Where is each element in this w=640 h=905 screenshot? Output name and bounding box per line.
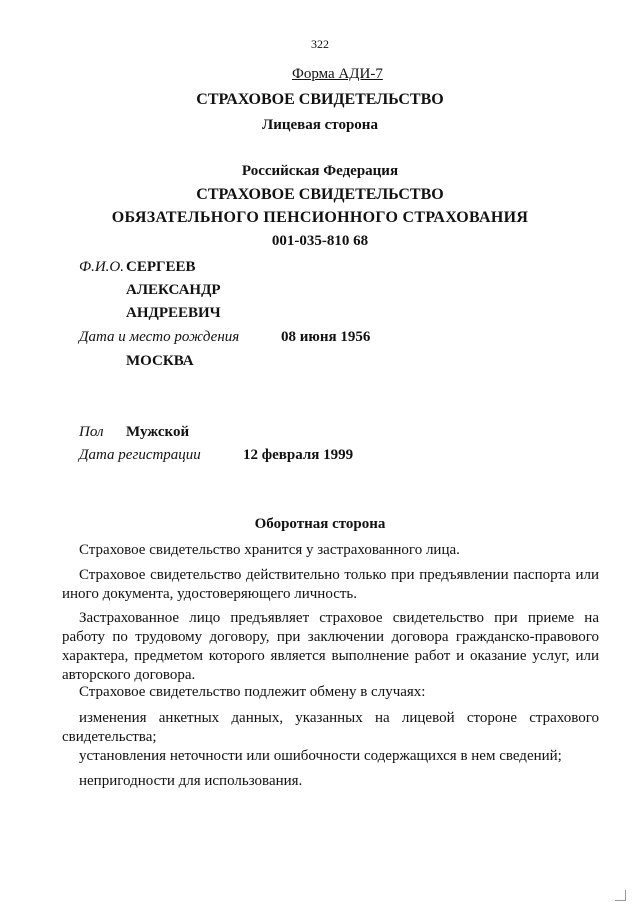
patronymic: АНДРЕЕВИЧ	[126, 305, 221, 321]
paragraph: Страховое свидетельство хранится у застрахованного лица.	[79, 542, 460, 558]
front-side-label: Лицевая сторона	[262, 117, 378, 133]
first-name: АЛЕКСАНДР	[126, 282, 221, 298]
surname: СЕРГЕЕВ	[126, 259, 196, 275]
registration-label: Дата регистрации	[79, 447, 201, 463]
form-label: Форма АДИ-7	[292, 66, 383, 82]
page-corner-mark	[615, 890, 626, 901]
paragraph: изменения анкетных данных, указанных на лицевой стороне страхового свидетельства;	[62, 710, 599, 745]
country-label: Российская Федерация	[241, 163, 399, 179]
paragraph: установления неточности или ошибочности содержащихся в нем сведений;	[79, 748, 562, 764]
sex-label: Пол	[79, 424, 104, 440]
sex-value: Мужской	[126, 424, 190, 440]
certificate-number: 001-035-810 68	[271, 233, 369, 249]
birth-date: 08 июня 1956	[281, 329, 371, 345]
document-title: СТРАХОВОЕ СВИДЕТЕЛЬСТВО	[196, 91, 444, 108]
certificate-title-line2: ОБЯЗАТЕЛЬНОГО ПЕНСИОННОГО СТРАХОВАНИЯ	[111, 209, 529, 226]
fio-label: Ф.И.О.	[79, 259, 124, 275]
paragraph: Застрахованное лицо предъявляет страховое свидетельство при приеме на работу по трудовому договору, при заключении договора гражданско-правового характера, предметом которого является выполнение работ и оказание услуг, или авторского договора.	[62, 610, 599, 683]
paragraph: непригодности для использования.	[79, 773, 303, 789]
birth-label: Дата и место рождения	[79, 329, 240, 345]
paragraph: Страховое свидетельство подлежит обмену в случаях:	[79, 684, 426, 700]
page-number: 322	[311, 37, 329, 51]
registration-date: 12 февраля 1999	[243, 447, 354, 463]
birth-place: МОСКВА	[126, 353, 194, 369]
back-side-label: Оборотная сторона	[254, 516, 386, 532]
paragraph: Страховое свидетельство действительно только при предъявлении паспорта или иного документа, удостоверяющего личность.	[62, 567, 599, 602]
certificate-title-line1: СТРАХОВОЕ СВИДЕТЕЛЬСТВО	[196, 186, 444, 203]
